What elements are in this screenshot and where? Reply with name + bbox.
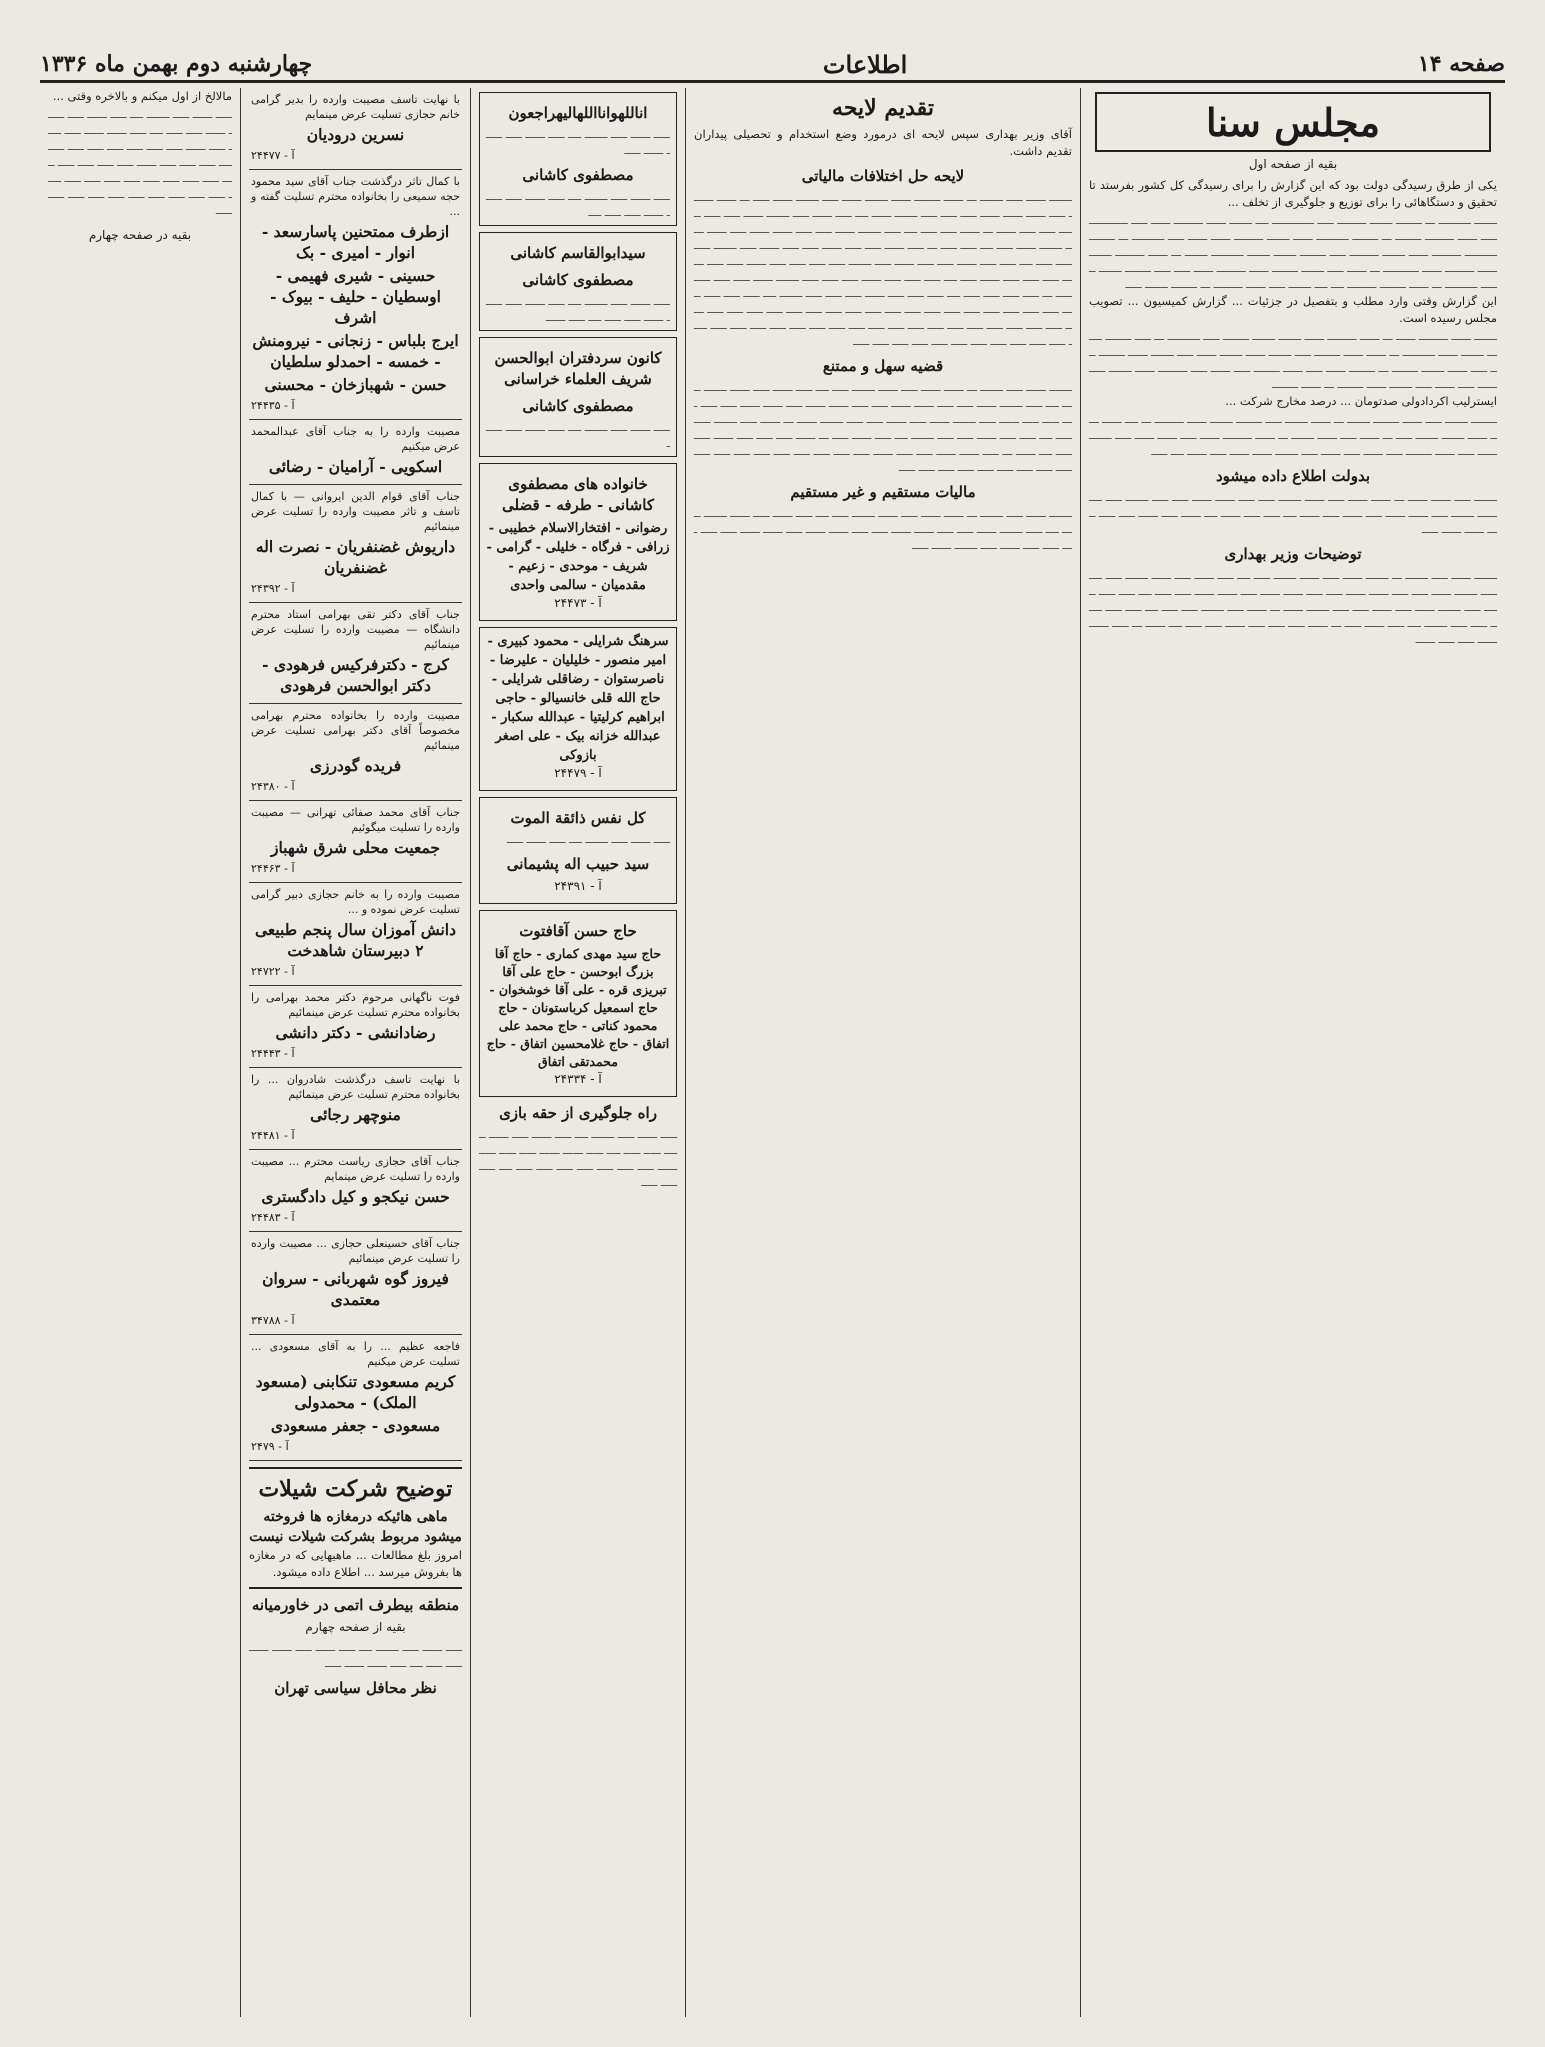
- ad-text: مصیبت وارده را به خانم حجازی دبیر گرامی تسلیت عرض نموده و ...: [251, 888, 460, 916]
- ad-text: جناب آقای حجازی ریاست محترم ... مصیبت وارده را تسلیت عرض مینمایم: [251, 1155, 460, 1183]
- ad-code: آ - ۲۴۷۲۲: [251, 965, 295, 978]
- notice-names: رضوانی - افتخارالاسلام خطیبی - زرافی - فرگاه - خلیلی - گرامی - شریف - موحدی - زعیم - مقدمیان - سالمی واحدی: [486, 521, 670, 593]
- issue-date: چهارشنبه دوم بهمن ماه ۱۳۳۶: [40, 51, 313, 77]
- atom-subheading: نظر محافل سیاسی تهران: [274, 1679, 437, 1697]
- page-number: صفحه ۱۴: [1417, 51, 1505, 77]
- text-block: ـــــ ــــــ ـــــ ـــــــ ــــ ـــــ ــــــ ـــــ ــــــ ــــــ ـــــ ـــــ ــــ ـــــ ــــــ ــــــ ـــــ ـــــ ـــــ ــــــ ـــــ ـــــ ـــــ ـــــ ـــــ ـــــ ـــــ ــــ ـــــ ـــــ ـــــ: [479, 1128, 677, 1189]
- atom-continued: بقیه از صفحه چهارم: [305, 1620, 406, 1634]
- ad-name: حسینی - شیری فهیمی - اوسطیان - حلیف - بیوک - اشرف: [270, 266, 441, 327]
- notice-title: سیدابوالقاسم کاشانی: [510, 244, 646, 262]
- column-bills: [685, 88, 1080, 2017]
- ad-text: با کمال تاثر درگذشت جناب آقای سید محمود حجه سمیعی را بخانواده محترم تسلیت گفته و ...: [251, 175, 460, 218]
- ad-text: جناب آقای قوام الدین ایروانی — با کمال تاسف و تاثر مصیبت وارده را تسلیت عرض مینمائیم: [251, 490, 460, 533]
- bill-subheading: مالیات مستقیم و غیر مستقیم: [790, 483, 976, 501]
- notice: [479, 910, 677, 1097]
- ad-name: کرج - دکترفرکیس فرهودی - دکتر ابوالحسن فرهودی: [262, 655, 449, 695]
- column-condolence-ads: [240, 88, 470, 2017]
- ad-text: با نهایت تاسف مصیبت وارده را بدیر گرامی خانم حجازی تسلیت عرض مینمایم: [251, 93, 460, 121]
- bill-title: تقدیم لایحه: [832, 95, 934, 121]
- continued-footer: بقیه در صفحه چهارم: [88, 228, 192, 242]
- ad-name: دانش آموزان سال پنجم طبیعی ۲ دبیرستان شاهدخت: [254, 920, 457, 960]
- ad-name: رضادانشی - دکتر دانشی: [275, 1023, 436, 1042]
- masthead: [40, 48, 1505, 83]
- ad-code: آ - ۲۴۳۸۰: [251, 780, 295, 793]
- text-block: ـــــــ ــــــ ـــــ ـــــــ ـــ ــــــ ــــــ ـــــ ــــــ ـــــــ ـــــ ــــ ـــــ ــــــ ـــــ ــــــ ـــــــ ـــــ ــــ ـــــ ـــــــ ــــــ ـــــ ـــــ ــــــ ــــــ ـــــ ـــــ ــــــ ــــــ ـــــ ــــــ ــــــ ـــــ ـــــ ــــ ـــــ ـــــ ــــــ ـــــ ـــــــ ــــــ ـــــ: [694, 507, 1072, 552]
- notice: [479, 463, 677, 621]
- notice-title: اناللهوانااللهالیهراجعون: [508, 104, 648, 122]
- text-block: ــــــــ ـــــــ ـــــ ــــــ ــــــــ ـــــــ ـــ ــــــ ـــــــ ـــــ ــــــــ ـــــــ ــــــ ـــــــــ ـــ ــــ ــــــ ـــــ ــــــ ـــــــ ـــــــ ـــــ ـــ ــــــ ـــــ ــــــ ـــــــ ـــ ــــــ ـــــــــ ــــــ ـــــ ــــــ ــــــ ـــــ ـــــــ ــــــ ـــــ ــــــ ــــــــ ـــــ ــــــ ـــــ ــــــ ـــــ ـــــــ ــــــ ــــــ ـــــ ــــــ ــــ ـــــ: [1089, 413, 1497, 458]
- condolence-ad: [249, 603, 462, 704]
- notice: [479, 797, 677, 904]
- ad-text: جناب آقای حسینعلی حجازی ... مصیبت وارده را تسلیت عرض مینمائیم: [251, 1237, 460, 1265]
- ad-code: آ - ۲۴۴۸۱: [251, 1129, 295, 1142]
- text-block: ـــــــ ــــــ ـــــ ـــــــ ـــ ـــــــ ــــــ ـــــ ــــــ ـــــــ ـــــ ــــ ـــــ ــــــ ـــــ ــــــ ـــــــ ـــــ ــــ ـــــ ـــــــ ــــــ ـــــ ـــــ ــــــ ــــــ ـــــ ـــــ ــــــ ــــــ ـــــ ــــــ ــــــ ـــــ ـــــ ــــ ـــــ ـــــ ــــــ ـــــ ـــــــ ــــــ ـــــ ــــــ ـــــ ـــــ ـــــــ ــــــ ـــ ــــــ ـــــ ـــــــ ـــــ ـــــ ــــ ـــــ ـــــ ــــــ ـــــ ـــــ ـــــــ ــــ ـــــ ــــــ ـــــ ـــ ــــــ ـــــ ـــــ ـــــ ــــــ ـــــ ـــــ ــــ ــــــ ـــ ـــــ ــــــ ــــــ ـــــ ـــــ ــــــ: [1089, 569, 1497, 646]
- notice-names: حاج سید مهدی کماری - حاج آقا بزرگ ابوحسن - حاج علی آقا تبریزی قره - علی آقا خوشخوان - حاج اسمعیل کرباستونان - حاج محمود کناتی - حاج محمد علی اتفاق - حاج غلامحسین اتفاق - حاج محمدتقی اتفاق: [486, 946, 670, 1069]
- divider: [249, 1467, 462, 1469]
- ad-name: ایرج بلباس - زنجانی - نیرومنش - خمسه - احمدلو سلطیان: [252, 331, 459, 371]
- text-block: ـــــــ ــــــ ـــــ ـــــــ ـــ ــــــ ــــــ ـــــ ــــــ ـــــــ ـــــ ــــ ـــــ ــــــ ـــــ ــــــ ـــــــ ـــــ ــــ ـــــ ـــــــ ــــــ ـــــ ـــــ ــــــ ــــــ ـــــ ـــــ ــــــ ــــــ ـــــ ــــــ ــــــ ـــــ ـــــ ــــ ـــــ ـــــ ــــــ ـــــ ـــــــ ــــــ ـــــ ــــــ ـــــ ـــــ ـــــــ ــــــ ـــ ــــــ ـــــ ـــــــ ـــــ ـــــ ــــ ـــــ ـــــ ــــــ ـــــ ـــــ ـــــــ ــــ ـــــ ــــــ ـــــ ـــ ــــــ ـــــ ـــــ ـــــ ــــــ ـــــ ـــــ ــــ ــــــ ـــ ـــــ ــــــ ــــــ ـــــ ـــــ ــــــ ـــــ ـــــ ـــــ ـــــ ـــــ ـــــ ـــــ ـــــ ـــــ ـــــ ـــــ ـــــ ـــــ ـــــ ـــــ ـــــ ـــــ ـــــ: [694, 381, 1072, 474]
- ad-name: نسرین درودیان: [306, 125, 405, 144]
- ad-text: فاجعه عظیم ... را به آقای مسعودی ... تسلیت عرض میکنیم: [251, 1340, 460, 1368]
- text-block: ـــــ ــــــ ـــــ ـــــــ ــــ ـــــ ــــــ ـــــ ــــــ ــــــ ـــــ ـــــ ــــ ـــــ ــــــ ــــــ ـــــ ـــــ ـــــ ــــــ ـــــ ـــــ ـــــ ـــــ ـــــ ـــــ ـــــ ــــ ـــــ ـــــ ـــــ ــــــ ـــــ ـــــ ـــــ ـــــ ـــــ ـــــ ـــــ ـــــ ـــــ ـــــ ـــــ ـــــ ـــــ ـــــ ـــــ ـــــ ـــــ ـــــ ـــــ ـــــ ـــــ ـــــ ـــــ ـــــ: [48, 108, 232, 217]
- ad-text: جناب آقای محمد صفائی تهرانی — مصیبت وارده را تسلیت میگوئیم: [251, 806, 460, 834]
- ad-name: کریم مسعودی تنکابنی (مسعود الملک) - محمدولی: [255, 1372, 456, 1412]
- ad-code: آ - ۲۴۷۹: [251, 1440, 289, 1453]
- column-senate: [1080, 88, 1505, 2017]
- bill-subheading: قضیه سهل و ممتنع: [822, 357, 944, 375]
- text-block: ـــــ ــــــ ـــــ ـــــــ ــــ ـــــ ــــــ ـــــ: [506, 833, 670, 846]
- notice-code: آ - ۲۴۳۹۱: [554, 879, 602, 893]
- condolence-ad: [249, 88, 462, 170]
- notice: [479, 337, 677, 457]
- text-block: ـــــ ــــــ ـــــ ـــــــ ــــ ـــــ ــــــ ـــــ ــــــ ــــــ ـــــ ـــــ ــــ ـــــ ــــــ ــــــ ـــــ: [249, 1641, 462, 1670]
- notice-names: سرهنگ شرایلی - محمود کبیری - امیر منصور - خلیلیان - علیرضا - ناصرستوان - رضاقلی شرایلی - حاج الله قلی خانسیالو - حاجی ابراهیم کرلیتیا - عبدالله سکبار - عبدالله خزانه بیک - علی اصغر بازوکی: [487, 634, 669, 763]
- ad-name: فیروز گوه شهربانی - سروان معتمدی: [262, 1269, 449, 1309]
- ad-name: اسکویی - آرامیان - رضائی: [268, 457, 443, 476]
- notice-title: کانون سردفتران ابوالحسن شریف العلماء خراسانی: [494, 349, 662, 388]
- ad-text: جناب آقای دکتر تقی بهرامی استاد محترم دانشگاه — مصیبت وارده را تسلیت عرض مینمائیم: [251, 608, 460, 651]
- text-block: ـــــ ــــــ ـــــ ـــــــ ــــ ـــــ ــــــ ـــــ ــــــ: [486, 421, 670, 450]
- notice-name: مصطفوی کاشانی: [522, 271, 634, 289]
- ad-name: ازطرف ممتحنین پاسارسعد - انوار - امیری - بک: [261, 222, 450, 262]
- notice: [479, 92, 677, 226]
- ad-text: فوت ناگهانی مرحوم دکتر محمد بهرامی را بخانواده محترم تسلیت عرض مینمائیم: [251, 991, 460, 1019]
- ad-code: آ - ۲۴۳۹۲: [251, 582, 295, 595]
- condolence-ad: [249, 420, 462, 485]
- senate-continued: بقیه از صفحه اول: [1248, 157, 1338, 171]
- notice-name: سید حبیب اله پشیمانی: [506, 855, 650, 873]
- condolence-ad: [249, 1232, 462, 1335]
- condolence-ad: [249, 170, 462, 420]
- notice-title: کل نفس ذائقة الموت: [510, 809, 646, 827]
- condolence-ad: [249, 801, 462, 883]
- notice-code: آ - ۲۴۴۷۹: [554, 766, 602, 780]
- ad-code: آ - ۲۴۴۸۳: [251, 1211, 295, 1224]
- column-notices: [470, 88, 685, 2017]
- ad-text: با نهایت تاسف درگذشت شادروان ... را بخانواده محترم تسلیت عرض مینمائیم: [251, 1073, 460, 1101]
- senate-paragraph: این گزارش وقتی وارد مطلب و بتفصیل در جزئیات ... گزارش کمیسیون ... تصویب مجلس رسیده است.: [1089, 294, 1497, 325]
- senate-subheading: توضیحات وزیر بهداری: [1224, 545, 1362, 563]
- senate-subheading: بدولت اطلاع داده میشود: [1215, 467, 1371, 485]
- ad-text: مصیبت وارده را بخانواده محترم بهرامی مخصوصاً آقای دکتر بهرامی تسلیت عرض مینمائیم: [251, 709, 460, 752]
- text-block: ـــــــ ــــــــــ ـــ ــــــــ ـــــــ ـــــــــ ـــــ ـــــــــــــ ــــ ـــــــ ــــــ ـــــــــ ــــــ ـــــ ــــــــــــ ـــــ ــــــ ـــــــــ ــــــــ ـــ ــــــــ ــــــــــ ــــــ ـــــــ ـــــــــ ــــــ ــــــ ـــــ ــــــــــ ـــ ــــــــ ــــــــــ ـــــــــ ــــــ ـــــــ ـــــــــ ـــــ ــــــــ ـــــــ ـــــــ ــــــــــ ـــــــ ـــ ــــــ ـــــــــ ـــــــ ــــــ ـــــــــ ــــــ ـــــــــــ ـــ ــــــ ـــــ ـــــــ ــــــــ ــــــ ـــــــــ ــــــ ـــــ ـــــ ــــــــ ـــــــ ـــــــ ــــــــــ ـــ ــــــ ــــــــ ـــــــــ ــــ ــــ ـــــــ ـــــ ــــــ ـــــــــ ـــ ــــــــ ـــــــ ـــــ: [1089, 214, 1497, 291]
- condolence-ad: [249, 485, 462, 603]
- shilat-title: توضیح شرکت شیلات: [258, 1476, 453, 1502]
- shilat-subtitle: ماهی هائیکه درمغازه ها فروخته میشود مربوط بشرکت شیلات نیست: [249, 1509, 462, 1545]
- text-block: ـــــ ــــــ ـــــ ـــــــ ــــ ـــــ ــــــ ـــــ ــــــ ــــــ ـــــ: [486, 128, 670, 157]
- condolence-ad: [249, 1335, 462, 1461]
- notice-code: آ - ۲۴۳۳۴: [554, 1072, 602, 1086]
- text-block: ـــــــ ــــــ ـــــ ـــــــ ـــ ــــــ ــــــــ ــــــ ـــــــ ــــــ ـــــ ـــــــ ــــــ ـــــ ـــ ــــــ ـــــــ ـــــ ــــــ ــــــ ــــــ ـــــ ـــــ ـــــ ـــــــ ــــــ ــــ ـــــ ــــــ ـــــ ـــــــ ــــــ ـــــ ـــــ ــــــ ـــــ ـــــ ــــــ ـــ ــــــ ـــــ ـــــ ــــ ـــــ ـــــــ ــــــ ـــــ ـــــ ــــــ ــــــ ـــــ ــــــ ـــــ ـــــــ ــــــ ـــــ ــــ ـــــ ـــــ ـــ ـــــ ــــــ ـــــ ـــــ ــــــ ـــــ ـــــ ــــــ ـــــ ـــــــ ـــــ ـــــ ـــــ ــــ ـــــ ـــــ ــــــ ـــــ ـــــ ــــــ ـــــ ـــــــ ـــــ ـــــ ـــــ ـــــ ــــــ ـــــ ـــــ ــــــ ـــــ ـــــ ـــــ ــــــ ـــــ ــــ ـــــ ـــــ ـــــ ــــــ ـــــ ـــــ ـــــ ـــــــ ــــــ ـــــ ـــــ ـــــ ـــــ ـــ ـــــ ـــــ ـــــ ـــــ ــــ ـــــ ـــــ ـــــ ــــــ ـــــ ـــــ ـــــ ـــــــ ــــ ـــــ ـــــ ـــــ ـــــ ـــــ ـــــ ـــــ ـــــ ـــــ ـــــ ـــــ ـــــ ـــــ ـــــ ـــــ ـــــ ـــــ ـــــ ـــــ ـــــ ـــــ ـــــ ـــــ ـــــ ـــــ ـــــ ـــــ ـــــ ـــــ ـــــ ـــــ ـــــ ـــــ ـــــ ـــــ ـــــ ـــــ ـــــ ـــــ ـــــ ـــــ ـــــ ـــــ ـــــ ـــــ ـــــ ـــــ ـــــ ـــــ ـــــ ـــــ ـــــ ـــــ: [694, 191, 1072, 348]
- bill-subheading: لایحه حل اختلافات مالیاتی: [801, 167, 965, 185]
- ad-code: آ - ۳۴۷۸۸: [251, 1314, 295, 1327]
- article-title: راه جلوگیری از حقه بازی: [499, 1104, 657, 1122]
- notice-name: مصطفوی کاشانی: [522, 166, 634, 184]
- senate-paragraph: ایسترلیب اکردادولی صدتومان ... درصد مخارج شرکت ...: [1225, 394, 1497, 408]
- ad-name: حسن نیکجو و کیل دادگستری: [261, 1187, 450, 1206]
- condolence-ad: [249, 986, 462, 1068]
- text-block: ـــــــ ـــــ ــــــ ــــــ ـــ ــــــ ــــــ ـــــ ــــــ ـــــــ ـــــ ـــــ ــــــ ــــــ ـــــ ـــــ ـــــــ ـــــ ــــ ــــــ ـــــــ ـــــ ــــــ ــــــ ـــــ ــــــ ـــــ ــــــ ــــ ـــــ ـــــ ــــــ ــــ ــــــ ـــــ ــــــ ـــــ ـــــ ـــــ ــــــ ــــــ ـــــ: [1089, 491, 1497, 536]
- condolence-ad: [249, 1068, 462, 1150]
- notice-name: مصطفوی کاشانی: [522, 397, 634, 415]
- senate-headline: مجلس سنا: [1205, 100, 1381, 145]
- ad-name: داریوش غضنفریان - نصرت اله غضنفریان: [255, 537, 456, 577]
- divider: [249, 1587, 462, 1589]
- ad-code: آ - ۲۴۴۶۳: [251, 862, 295, 875]
- ad-name: جمعیت محلی شرق شهباز: [270, 838, 441, 857]
- condolence-ad: [249, 883, 462, 986]
- senate-paragraph: یکی از طرق رسیدگی دولت بود که این گزارش را برای رسیدگی کل کشور بفرستد تا تحقیق و دستگاهائی را برای توزیع و جلوگیری از تخلف ...: [1089, 178, 1497, 209]
- shilat-text: امروز بلغ مطالعات ... ماهیهایی که در مغازه ها بفروش میرسد ... اطلاع داده میشود.: [249, 1548, 462, 1579]
- columns: [40, 88, 1505, 2017]
- ad-code: آ - ۲۴۴۴۳: [251, 1047, 295, 1060]
- ad-name: منوچهر رجائی: [310, 1105, 401, 1124]
- condolence-ad: [249, 704, 462, 801]
- text-block: ـــــ ــــــ ـــــ ـــــــ ــــ ـــــ ــــــ ـــــ ــــــ ــــــ ـــــ ـــــ ــــ: [486, 190, 670, 219]
- notice-name: حاج حسن آقافتوت: [519, 922, 637, 940]
- ad-text: مصیبت وارده را به جناب آقای عبدالمحمد عرض میکنیم: [251, 425, 460, 453]
- ad-name: مسعودی - جعفر مسعودی: [270, 1416, 441, 1435]
- column-continued: [40, 88, 240, 2017]
- continued-line: مالالخ از اول میکنم و بالاخره وقتی ...: [52, 89, 232, 103]
- text-block: ـــــ ــــــ ـــــ ـــــــ ــــ ـــــ ــــــ ـــــ ــــــ ــــــ ـــــ ـــــ ــــ ـــــ ــــــ: [486, 295, 670, 324]
- text-block: ـــــــ ــــــ ـــــــــ ــــــ ـــ ــــــ ـــــــــ ــــــ ـــــــ ـــــــ ــــــــ ـــــ ــــــــــ ـــ ـــــ ــــــــ ـــــــ ـــــــ ــــــ ــــــــــ ـــ ــــــ ــــــ ــــــــ ـــــ ـــــــ ــــــ ـــــــ ــــــ ـــــ ـــــــ ــــــ ــــــــ ــــ ـــــ ــــــ ـــــــ ــــــــ ـــ ــــــــ ــــــ ـــــ ــــــ ــــــــ ـــــ ــــــ ـــــ ـــــــــ ــــــ ـــــــ ـــــ ــــــ ـــــ ــــــ ـــــ ـــــــ ــــــ ــــــــ ـــ ــــــ ــــــــ: [1089, 330, 1497, 391]
- notice: [479, 232, 677, 331]
- bill-lead: آقای وزیر بهداری سپس لایحه ای درمورد وضع استخدام و تحصیلی پیداران تقدیم داشت.: [694, 127, 1072, 158]
- ad-code: آ - ۲۴۴۷۷: [251, 149, 295, 162]
- ad-name: حسن - شهبازخان - محسنی: [264, 375, 447, 394]
- notice-code: آ - ۲۴۴۷۳: [554, 596, 602, 610]
- condolence-ad: [249, 1150, 462, 1232]
- notice-title: خانواده های مصطفوی کاشانی - طرفه - قضلی: [502, 475, 654, 514]
- atom-title: منطقه بیطرف اتمی در خاورمیانه: [251, 1596, 460, 1614]
- ad-name: فریده گودرزی: [309, 756, 402, 775]
- ad-code: آ - ۲۴۴۳۵: [251, 399, 295, 412]
- newspaper-name: اطلاعات: [822, 49, 908, 79]
- notice: [479, 627, 677, 791]
